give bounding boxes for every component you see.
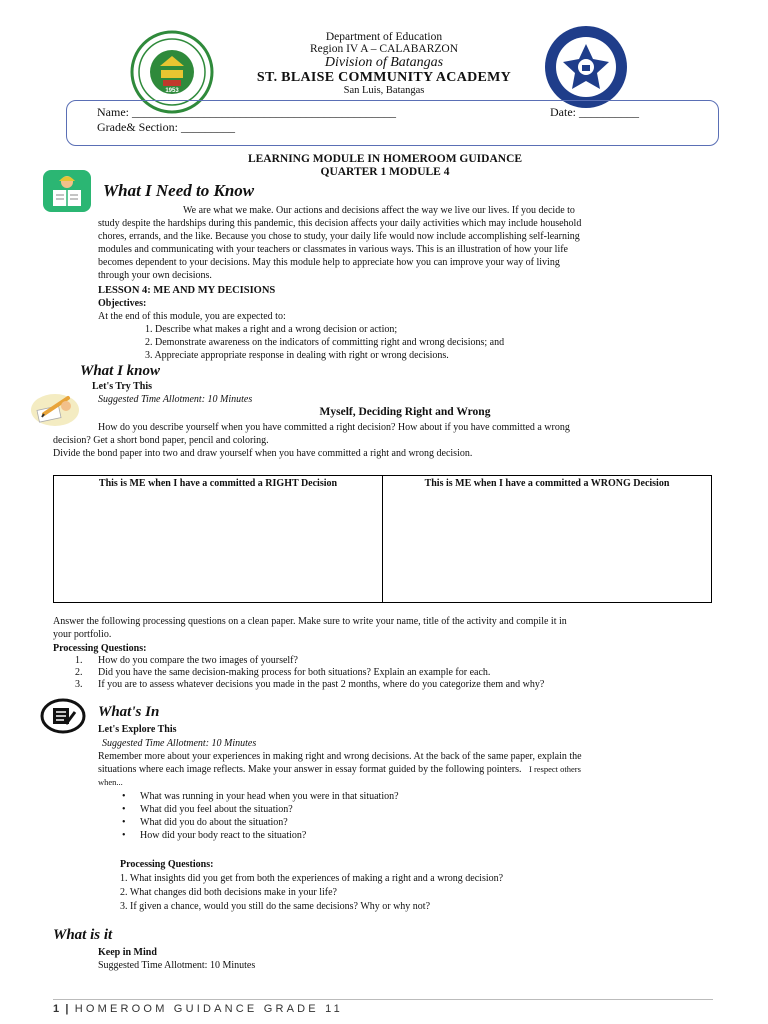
- time-allotment: Suggested Time Allotment: 10 Minutes: [98, 394, 253, 405]
- wrong-decision-cell[interactable]: This is ME when I have a committed a WRONG Decision: [383, 476, 712, 603]
- bullet-icon: •: [122, 817, 126, 828]
- school-name: ST. BLAISE COMMUNITY ACADEMY: [256, 70, 512, 85]
- question-item: 2. What changes did both decisions make in your life?: [120, 887, 337, 898]
- paragraph-line: decision? Get a short bond paper, pencil and coloring.: [53, 435, 269, 446]
- question-text: If you are to assess whatever decisions you made in the past 2 months, where do you categorize them and why?: [98, 679, 545, 690]
- name-line: ____________________________________________: [132, 105, 396, 119]
- answer-instructions: [53, 615, 718, 641]
- footer-separator: |: [65, 1003, 69, 1015]
- footer-text: HOMEROOM GUIDANCE GRADE 11: [74, 1003, 343, 1015]
- question-text: How do you compare the two images of yourself?: [98, 655, 298, 666]
- question-text: Did you have the same decision-making process for both situations? Explain an example for each.: [98, 667, 491, 678]
- paragraph-text: situations where each image reflects. Make your answer in essay format guided by the following pointers.: [98, 764, 522, 775]
- footer-rule: [53, 999, 713, 1000]
- paragraph-line: [98, 763, 712, 776]
- bullet-icon: •: [122, 791, 126, 802]
- grade-line: _________: [180, 120, 235, 134]
- bullet-icon: •: [122, 830, 126, 841]
- page-footer: [53, 1003, 343, 1015]
- region-name: Region IV A – CALABARZON: [309, 43, 459, 55]
- paragraph-line: We are what we make. Our actions and decisions affect the way we live our lives. If you decide to: [183, 205, 575, 216]
- paragraph-line: Remember more about your experiences in making right and wrong decisions. At the back of the same paper, explain the: [98, 751, 582, 762]
- paragraph-line: study despite the hardships during this pandemic, this decision affects your daily activities which may include household: [98, 218, 582, 229]
- right-decision-cell[interactable]: This is ME when I have a committed a RIGHT Decision: [54, 476, 383, 603]
- logo-year: 1953: [165, 88, 179, 94]
- processing-questions-label: Processing Questions:: [53, 643, 147, 654]
- time-allotment: Suggested Time Allotment: 10 Minutes: [98, 960, 256, 971]
- list-item-text: What did you do about the situation?: [140, 817, 288, 828]
- paragraph-line: Divide the bond paper into two and draw yourself when you have committed a right and wrong decision.: [53, 448, 473, 459]
- paragraph-line: Answer the following processing questions on a clean paper. Make sure to write your name, title of the activity and compile it in: [53, 616, 567, 627]
- objectives-label: Objectives:: [98, 298, 147, 309]
- module-title: LEARNING MODULE IN HOMEROOM GUIDANCE: [247, 153, 523, 165]
- decision-drawing-table: [53, 475, 712, 603]
- section-heading-need-to-know: What I Need to Know: [103, 181, 255, 200]
- objectives-intro: At the end of this module, you are expected to:: [98, 311, 286, 322]
- paragraph-line: your portfolio.: [53, 629, 112, 640]
- question-number: 1.: [75, 655, 83, 666]
- list-item-text: What was running in your head when you were in that situation?: [140, 791, 399, 802]
- paragraph-line: How do you describe yourself when you have committed a right decision? How about if you have committed a wrong: [98, 422, 570, 433]
- activity-title: Myself, Deciding Right and Wrong: [319, 406, 491, 418]
- page-number: 1: [53, 1003, 60, 1015]
- list-item-text: What did you feel about the situation?: [140, 804, 293, 815]
- whats-in-paragraph: [98, 750, 712, 789]
- question-number: 2.: [75, 667, 83, 678]
- module-quarter: QUARTER 1 MODULE 4: [320, 166, 450, 178]
- objective-item: 2. Demonstrate awareness on the indicators of committing right and wrong decisions; and: [145, 337, 505, 348]
- dept-name: Department of Education: [325, 31, 443, 43]
- lets-explore-this: Let's Explore This: [98, 724, 177, 735]
- table-row: [54, 476, 712, 603]
- paragraph-line: becomes dependent to your decisions. May this module help to appreciate how you can improve your way of living: [98, 257, 560, 268]
- list-item-text: How did your body react to the situation?: [140, 830, 307, 841]
- lets-try-this: Let's Try This: [92, 381, 153, 392]
- pointer-list: [122, 790, 399, 842]
- section-heading-what-i-know: What I know: [80, 363, 161, 379]
- date-line: __________: [579, 105, 639, 119]
- small-note: I respect others: [529, 764, 581, 774]
- question-item: 3. If given a chance, would you still do the same decisions? Why or why not?: [120, 901, 431, 912]
- section-heading-what-is-it: What is it: [53, 927, 113, 943]
- name-label: Name:: [97, 105, 132, 119]
- grade-section-field[interactable]: [97, 120, 235, 134]
- date-field[interactable]: [550, 105, 639, 119]
- division-name: Division of Batangas: [324, 55, 444, 70]
- reading-icon: [43, 170, 91, 212]
- list-item: [122, 816, 399, 829]
- keep-in-mind: Keep in Mind: [98, 947, 157, 958]
- paragraph-line: modules and communicating with your teachers or classmates in various ways. This is an illustration of how your life: [98, 244, 568, 255]
- lesson-title: LESSON 4: ME AND MY DECISIONS: [98, 285, 276, 296]
- need-to-know-paragraph: [98, 204, 712, 282]
- processing-questions-label: Processing Questions:: [120, 859, 214, 870]
- paragraph-line: when...: [98, 777, 123, 787]
- name-field[interactable]: [97, 105, 396, 119]
- time-allotment: Suggested Time Allotment: 10 Minutes: [102, 738, 257, 749]
- objective-item: 3. Appreciate appropriate response in dealing with right or wrong decisions.: [145, 350, 449, 361]
- date-label: Date:: [550, 105, 579, 119]
- bullet-icon: •: [122, 804, 126, 815]
- paragraph-line: through your own decisions.: [98, 270, 212, 281]
- question-number: 3.: [75, 679, 83, 690]
- list-item: [122, 829, 399, 842]
- activity-instructions: [53, 421, 712, 460]
- paragraph-line: chores, errands, and the like. Because you chose to study, your daily life would now include accomplishing self-learning: [98, 231, 580, 242]
- objective-item: 1. Describe what makes a right and a wrong decision or action;: [145, 324, 398, 335]
- section-heading-whats-in: What's In: [98, 704, 160, 720]
- notepad-pen-icon: [40, 698, 86, 734]
- list-item: [122, 790, 399, 803]
- school-location: San Luis, Batangas: [343, 85, 425, 96]
- question-item: 1. What insights did you get from both the experiences of making a right and a wrong decision?: [120, 873, 504, 884]
- grade-label: Grade& Section:: [97, 120, 181, 134]
- list-item: [122, 803, 399, 816]
